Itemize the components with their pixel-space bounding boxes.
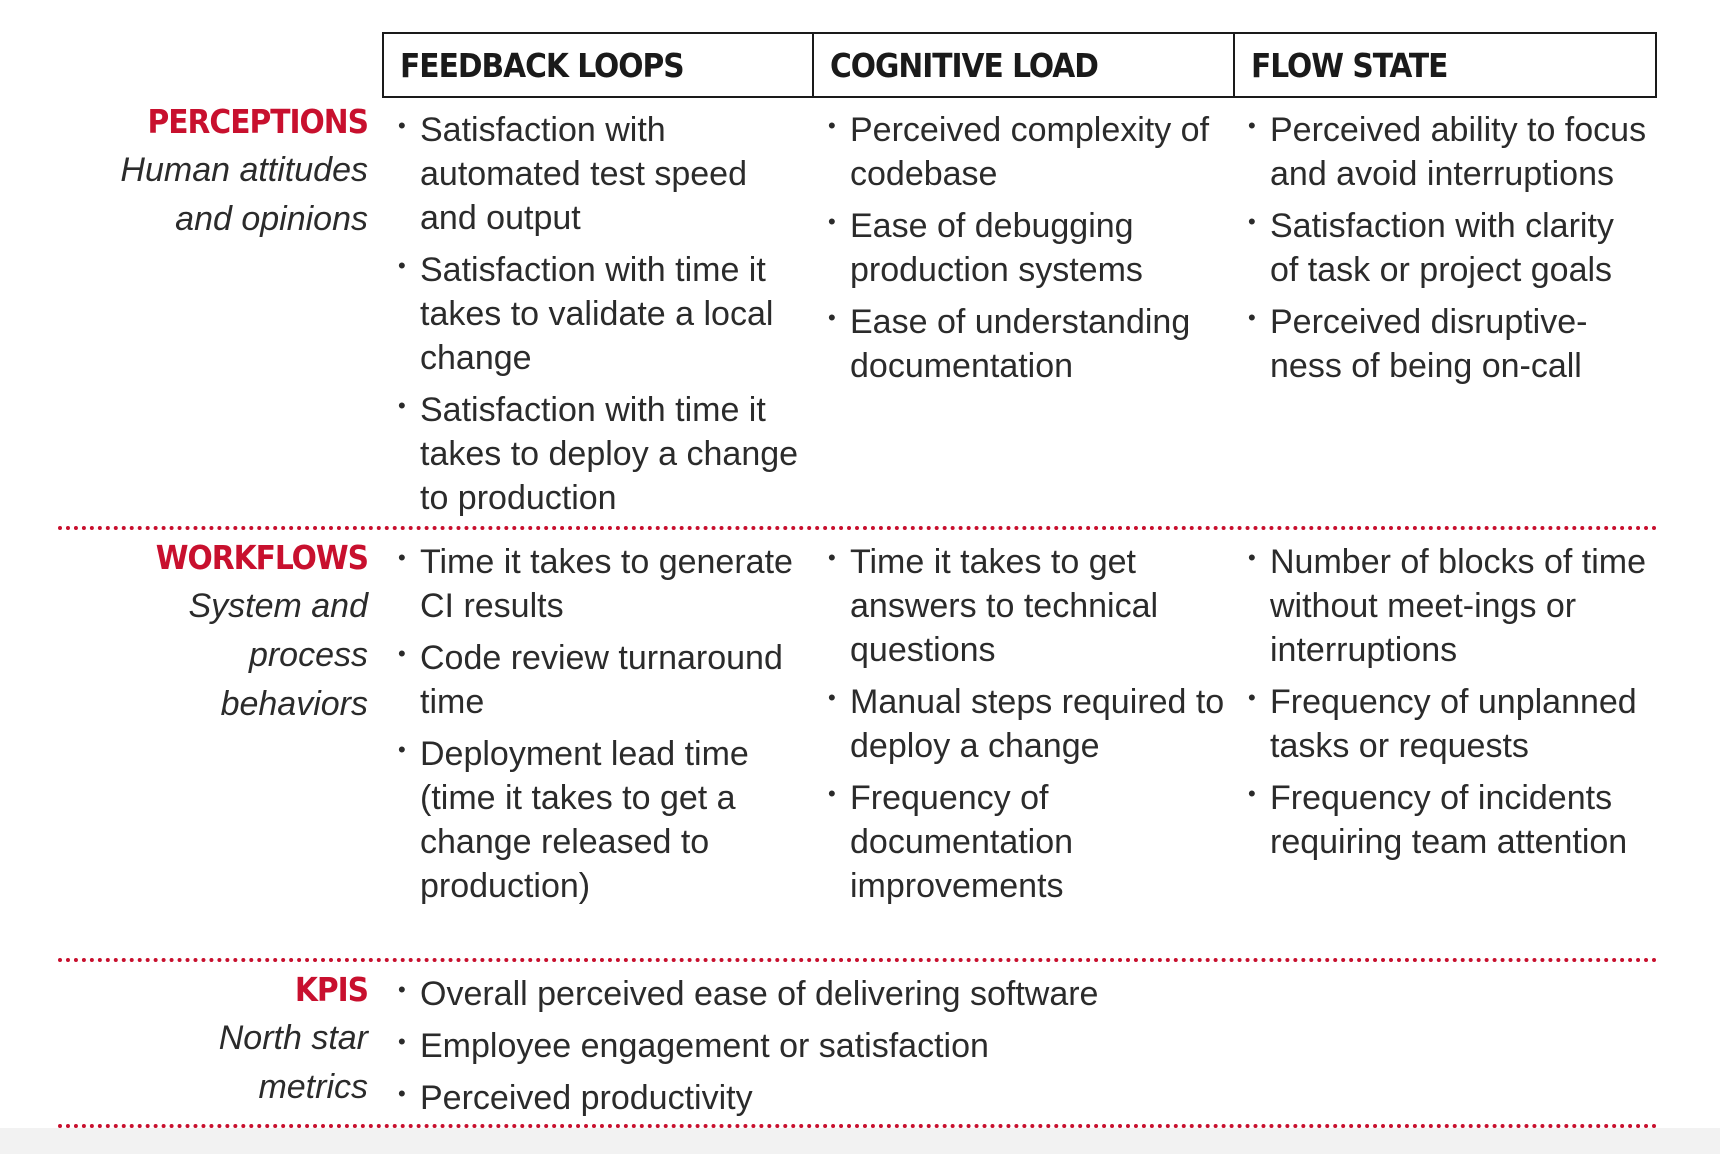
row-subtitle-line: metrics (258, 1068, 368, 1106)
list-item: • Frequency of incidents requiring team attention (1248, 776, 1648, 864)
row-label-kpis (40, 970, 368, 1112)
cell-workflows-feedback-loops (398, 540, 808, 916)
list-item: • Perceived disruptive-ness of being on-call (1248, 300, 1648, 388)
list-item: • Number of blocks of time without meet-ings or interruptions (1248, 540, 1648, 672)
cell-perceptions-cognitive-load (828, 108, 1228, 396)
row-title: WORKFLOWS (155, 538, 368, 577)
row-subtitle-line: System and (188, 587, 368, 625)
list-item: • Frequency of unplanned tasks or requests (1248, 680, 1648, 768)
row-title: KPIS (294, 970, 368, 1009)
row-label-workflows (40, 538, 368, 729)
row-divider (58, 526, 1658, 530)
kpi-list (398, 972, 1598, 1128)
row-subtitle-line: North star (218, 1019, 368, 1057)
list-item: • Satisfaction with time it takes to deploy a change to production (398, 388, 808, 520)
row-label-perceptions (40, 102, 368, 244)
list-item: • Perceived complexity of codebase (828, 108, 1228, 196)
row-subtitle-line: process (248, 636, 368, 674)
list-item: • Satisfaction with automated test speed and output (398, 108, 808, 240)
list-item: • Frequency of documentation improvements (828, 776, 1228, 908)
list-item: • Code review turnaround time (398, 636, 808, 724)
row-divider (58, 958, 1658, 962)
cell-perceptions-feedback-loops (398, 108, 808, 528)
list-item: • Satisfaction with time it takes to validate a local change (398, 248, 808, 380)
list-item: • Ease of understanding documentation (828, 300, 1228, 388)
list-item: • Deployment lead time (time it takes to get a change released to production) (398, 732, 808, 908)
cell-workflows-flow-state (1248, 540, 1648, 872)
header-flow-state: FLOW STATE (1235, 32, 1657, 98)
list-item: • Time it takes to get answers to technical questions (828, 540, 1228, 672)
header-feedback-loops: FEEDBACK LOOPS (382, 32, 814, 98)
cell-perceptions-flow-state (1248, 108, 1648, 396)
header-cognitive-load: COGNITIVE LOAD (814, 32, 1235, 98)
list-item: • Ease of debugging production systems (828, 204, 1228, 292)
row-title: PERCEPTIONS (147, 102, 368, 141)
row-subtitle-line: behaviors (220, 685, 368, 723)
row-subtitle-line: and opinions (175, 200, 368, 238)
list-item: • Time it takes to generate CI results (398, 540, 808, 628)
list-item: • Satisfaction with clarity of task or project goals (1248, 204, 1648, 292)
list-item: • Perceived productivity (398, 1076, 1598, 1120)
column-header-row (382, 32, 1657, 98)
list-item: • Perceived ability to focus and avoid interruptions (1248, 108, 1648, 196)
list-item: • Overall perceived ease of delivering software (398, 972, 1598, 1016)
list-item: • Manual steps required to deploy a change (828, 680, 1228, 768)
cell-workflows-cognitive-load (828, 540, 1228, 916)
row-subtitle-line: Human attitudes (120, 151, 368, 189)
list-item: • Employee engagement or satisfaction (398, 1024, 1598, 1068)
page-footer-band (0, 1128, 1720, 1154)
